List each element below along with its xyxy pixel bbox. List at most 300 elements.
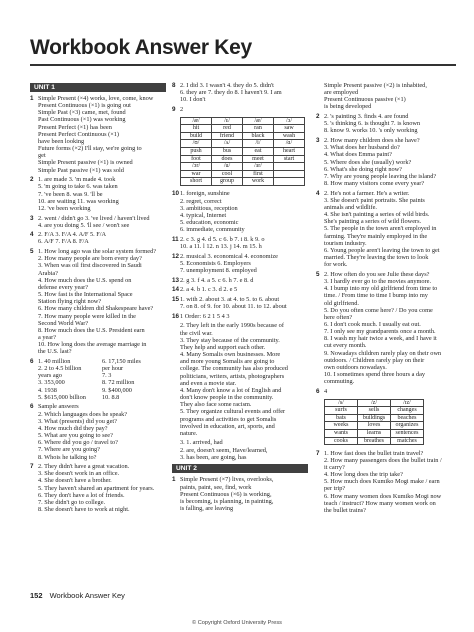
answer-line: 2. I did 3. I wasn't 4. they do 5. didn't — [180, 82, 274, 89]
answer-line: 2. are, doesn't seem, Have/learned, — [180, 446, 268, 454]
answer-line: 5. They organize cultural events and offer — [180, 408, 286, 416]
exercise — [316, 388, 458, 395]
exercise — [172, 296, 308, 310]
answer-line: 2. How many children does she have? — [324, 137, 420, 145]
table-cell: /æ/ — [243, 117, 274, 125]
answer-line: 2. They left in the early 1990s because of — [180, 322, 284, 330]
exercise-body — [324, 137, 458, 187]
exercise — [172, 190, 308, 233]
exercise — [172, 277, 308, 284]
answer-line: 3. When was oil first discovered in Saudi — [38, 262, 142, 270]
answer-line: 7. 've been 8. was 9. 'll be — [38, 190, 103, 198]
answer-line: 8. How much does the U.S. President earn — [38, 326, 145, 334]
answer-line: 6. What's she doing right now? — [324, 165, 402, 173]
answer-left: 3. 353,000 — [38, 379, 65, 387]
answer-line: 10. How long does the average marriage in — [38, 341, 147, 349]
exercise-number: 1 — [30, 95, 34, 102]
exercise-body — [180, 253, 308, 274]
table-cell — [274, 170, 305, 178]
answer-line: 4. She isn't painting a series of wild birds. — [324, 211, 430, 219]
table-cell: /u/ — [212, 163, 243, 171]
answer-line: 7. unemployment 8. employed — [180, 267, 257, 275]
answer-line: 1. How long ago was the solar system formed? — [38, 248, 157, 256]
table-cell: wants — [325, 429, 358, 437]
exercise — [172, 313, 308, 320]
answer-line: Station flying right now? — [38, 298, 102, 306]
copyright: © Copyright Oxford University Press — [192, 620, 282, 626]
answer-line: Simple Present passive (×2) is inhabited, — [324, 82, 427, 89]
answer-line: 8. She doesn't have to work at night. — [38, 506, 130, 514]
answer-line: 7. She didn't go to college. — [38, 498, 106, 506]
table-cell — [274, 178, 305, 186]
answer-line: 4. Many Somalis own businesses. More — [180, 351, 281, 359]
answer-line: involved in education, art, sports, and — [180, 422, 275, 430]
answer-line: Second World War? — [38, 319, 89, 327]
table-cell: wash — [274, 132, 305, 140]
table-cell: hit — [181, 125, 212, 133]
column-3 — [316, 82, 458, 517]
footer-label: Workbook Answer Key — [49, 591, 125, 600]
table-cell: ran — [243, 125, 274, 133]
unit-heading: UNIT 2 — [172, 464, 308, 473]
table-cell: learns — [358, 429, 391, 437]
answer-line: married. They're leaving the town to look — [324, 254, 429, 262]
spacer — [172, 113, 308, 116]
answer-line: tourism industry. — [324, 239, 367, 247]
table-cell: loves — [358, 422, 391, 430]
answer-line: 5. 'm going to take 6. was taken — [38, 183, 118, 191]
exercise-body — [324, 82, 458, 111]
exercise-body — [324, 113, 458, 134]
answer-pair — [38, 394, 166, 401]
answer-line: 1. foreign, sunshine — [180, 190, 230, 198]
answer-line: 5. How much does Kumiko Mogi make / earn — [324, 478, 440, 486]
answer-line: have been looking — [38, 137, 85, 145]
table-cell: organizes — [391, 422, 424, 430]
answer-line: 10. I sometimes spend three hours a day — [324, 371, 426, 379]
answer-line: 2. c 3. g 4. d 5. c 6. b 7. i 8. k 9. o — [180, 235, 265, 243]
exercise-number: 5 — [30, 248, 34, 256]
answer-line: it carry? — [324, 463, 345, 471]
table-cell: /ɛ/ — [212, 117, 243, 125]
exercise-body — [180, 277, 308, 284]
exercise — [172, 439, 308, 460]
answer-line: Arabia? — [38, 269, 58, 277]
spacer — [316, 514, 458, 517]
answer-line: 4. typical, Internet — [180, 211, 227, 219]
answer-line: 1. How fast does the bullet train travel? — [324, 449, 424, 457]
exercise-number: 3 — [30, 214, 34, 222]
column-1 — [30, 82, 166, 516]
exercise — [316, 137, 458, 187]
exercise-number: 6 — [30, 357, 34, 365]
table-cell: saw — [274, 125, 305, 133]
answer-line: 2. They didn't have a great vacation. — [38, 463, 130, 471]
answer-line: 4. I bump into my old girlfriend from time to — [324, 285, 438, 293]
answer-line: 5. They haven't shared an apartment for years. — [38, 484, 155, 492]
table-cell: bats — [325, 414, 358, 422]
exercise-number: 4 — [316, 189, 320, 197]
answer-line: 6. Where did you go / travel to? — [38, 439, 118, 447]
table-cell: weeks — [325, 422, 358, 430]
answer-line: She's painting a series of wild flowers. — [324, 218, 422, 226]
answer-line: 2. How many people are born every day? — [38, 255, 142, 263]
answer-line: outdoors. / Children rarely play on their — [324, 356, 425, 364]
answer-line: is becoming, is planning, in painting, — [180, 497, 274, 505]
table-cell: foot — [181, 155, 212, 163]
answer-line: paints, paint, see, find, work — [180, 483, 252, 491]
answer-line: 4 — [324, 387, 328, 395]
answer-line: nature. — [180, 429, 198, 437]
exercise-number: 13 — [172, 276, 180, 284]
exercise-number: 15 — [172, 296, 180, 303]
exercise-body — [180, 286, 308, 293]
exercise-body — [324, 388, 458, 395]
answer-left: 4. 1938 — [38, 386, 57, 394]
table-cell: changes — [391, 407, 424, 415]
answer-line: animals and wildlife. — [324, 204, 377, 211]
exercise-number: 16 — [172, 312, 180, 320]
table-cell: matches — [391, 437, 424, 445]
answer-line: Present Continuous (×6) is working, — [180, 490, 272, 498]
table-cell: group — [212, 178, 243, 186]
answer-line: 2. a 4. b 1. c 3. d 2. e 5 — [180, 286, 238, 294]
answer-line: 6. I don't cook much. I usually eat out. — [324, 321, 421, 328]
exercise-number: 3 — [316, 137, 320, 145]
answer-line: politicians, writers, artists, photographers — [180, 372, 285, 380]
exercise — [172, 82, 308, 103]
table-cell: surfs — [325, 407, 358, 415]
table-cell: black — [243, 132, 274, 140]
answer-line: 7. I only see my grandparents once a month. — [324, 328, 436, 336]
exercise-body — [180, 106, 308, 113]
exercise — [30, 95, 166, 174]
answer-line: 3. What does her husband do? — [324, 144, 400, 152]
table-cell: eat — [243, 148, 274, 156]
answer-line: 4. Many don't know a lot of English and — [180, 386, 282, 394]
answer-left: 5. $615,000 billion — [38, 393, 86, 401]
answer-line: 10. a 11. l 12. n 13. j 14. m 15. h — [180, 243, 262, 251]
exercise-number: 6 — [316, 387, 320, 395]
table-cell: build — [181, 132, 212, 140]
exercise-body — [180, 82, 308, 103]
answer-line: Present Continuous passive (×1) — [324, 96, 406, 104]
exercise — [316, 113, 458, 134]
exercise-body — [38, 215, 166, 229]
spacer — [172, 512, 308, 515]
answer-line: 3. ambitious, reception — [180, 204, 238, 212]
exercise — [172, 236, 308, 250]
exercise-number: 14 — [172, 286, 180, 294]
answer-line: own outdoors nowadays. — [324, 363, 387, 371]
exercise-number: 7 — [30, 463, 34, 471]
sound-table — [180, 117, 305, 186]
exercise — [172, 476, 308, 512]
answer-line: 4. are you doing 5. 'll see / won't see — [38, 221, 130, 229]
answer-line: and more young Somalis are going to — [180, 358, 275, 366]
table-cell: /ɔr/ — [181, 163, 212, 171]
answer-line: 2. F/A 3. F/A 4. A/F 5. F/A — [38, 231, 107, 239]
table-cell: /ɪz/ — [391, 399, 424, 407]
page-title: Workbook Answer Key — [30, 36, 252, 59]
answer-line: the U.S. last? — [38, 348, 72, 356]
answer-line: 2. How many passengers does the bullet train / — [324, 456, 442, 464]
table-cell: cooks — [325, 437, 358, 445]
answer-line: 4. How much did they pay? — [38, 424, 108, 432]
table-cell: buildings — [358, 414, 391, 422]
answer-line: 2. He's not a farmer. He's a writer. — [324, 189, 410, 197]
answer-line: are employed — [324, 89, 359, 97]
answer-right: 9. $400,000 — [102, 386, 132, 394]
exercise-body — [38, 248, 166, 355]
table-cell: /ʊ/ — [181, 140, 212, 148]
answer-line: 4. What does Emma paint? — [324, 151, 392, 159]
answer-line: Simple Present passive (×1) is owned — [38, 159, 133, 167]
table-cell: bus — [212, 148, 243, 156]
answer-line: programs and activities to get Somalis — [180, 415, 277, 423]
answer-line: 5. How fast is the International Space — [38, 291, 133, 299]
exercise-number: 4 — [30, 231, 34, 239]
answer-line: 2. regret, correct — [180, 197, 222, 205]
exercise-number — [172, 322, 180, 437]
exercise — [30, 215, 166, 229]
answer-line: teach / instruct? How many women work on — [324, 499, 436, 507]
spacer — [316, 395, 458, 398]
exercise-body — [38, 176, 166, 212]
answer-line: 8. I wash my hair twice a week, and I have it — [324, 335, 437, 343]
exercise-number: 10 — [172, 190, 180, 198]
table-cell: /z/ — [358, 399, 391, 407]
table-cell: /s/ — [325, 399, 358, 407]
answer-right: 10. 8.8 — [102, 393, 120, 401]
exercise-body — [180, 476, 308, 512]
answer-line: 6. immediate, community — [180, 226, 245, 234]
answer-left: 1. 40 million — [38, 357, 71, 365]
table-cell: beaches — [391, 414, 424, 422]
exercise — [172, 253, 308, 274]
answer-line: 8. know 9. works 10. 's only working — [324, 127, 418, 135]
exercise — [30, 463, 166, 513]
answer-line: 4. How long does the trip take? — [324, 471, 403, 479]
answer-pair — [38, 372, 166, 379]
unit-heading: UNIT 1 — [30, 83, 166, 92]
answer-line: the bullet trains? — [324, 506, 366, 514]
table-cell: breathes — [358, 437, 391, 445]
answer-line: 5. Where does she (usually) work? — [324, 158, 412, 166]
table-cell: /ɜr/ — [243, 163, 274, 171]
table-cell: short — [181, 178, 212, 186]
exercise-body — [324, 450, 458, 514]
exercise — [30, 358, 166, 401]
exercise — [30, 231, 166, 245]
answer-line: don't know people in the community. — [180, 394, 274, 402]
answer-line: Sample answers — [38, 403, 79, 411]
exercise-number: 2 — [316, 113, 320, 121]
exercise-number: 12 — [172, 252, 180, 260]
answer-line: is falling, are leaving — [180, 505, 234, 513]
answer-right: 7. 3 — [102, 372, 112, 380]
answer-line: per trip? — [324, 485, 346, 493]
answer-line: Simple Present (×4) works, love, come, know — [38, 95, 154, 102]
answer-line: 5. Economists 6. Employers — [180, 259, 251, 267]
answer-right: 8. 72 million — [102, 379, 135, 387]
answer-line: 1. are made 3. 'm made 4. took — [38, 176, 116, 184]
answer-line: 8. Whois he talking to? — [38, 453, 97, 461]
answer-line: 2. went / didn't go 3. 've lived / haven't lived — [38, 214, 150, 222]
exercise-number: 5 — [316, 270, 320, 278]
answer-line: Future forms (×2) I'll stay, we're going to — [38, 145, 142, 153]
exercise-body — [180, 313, 308, 320]
answer-line: the civil war. — [180, 329, 213, 337]
answer-line: 1. with 2. about 3. at 4. to 5. to 6. about — [180, 296, 280, 303]
table-cell: heart — [274, 148, 305, 156]
table-cell: start — [274, 155, 305, 163]
spacer — [30, 513, 166, 516]
exercise — [316, 450, 458, 514]
exercise-body — [180, 190, 308, 233]
answer-line: a year? — [38, 334, 56, 341]
exercise-body — [38, 403, 166, 460]
page-footer — [30, 591, 125, 600]
answer-line: 4. How much does the U.S. spend on — [38, 276, 132, 284]
answer-line: 3. What (presents) did you get? — [38, 417, 117, 425]
table-cell: friend — [212, 132, 243, 140]
exercise-body — [38, 95, 166, 174]
exercise-number — [172, 439, 180, 460]
answer-line: and even a movie star. — [180, 379, 237, 387]
table-cell: work — [243, 178, 274, 186]
answer-line: 6. They don't have a lot of friends. — [38, 491, 125, 499]
answer-line: 9. Nowadays children rarely play on their own — [324, 349, 442, 357]
table-cell: /ɔ/ — [274, 117, 305, 125]
answer-line: 5. education, economic — [180, 219, 239, 227]
table-cell: sells — [358, 407, 391, 415]
answer-line: 2. g 3. f 4. a 5. c 6. h 7. e 8. d — [180, 276, 254, 284]
answer-line: 2 — [180, 105, 184, 113]
answer-line: Present Perfect (×1) has been — [38, 123, 112, 131]
answer-line: commuting. — [324, 378, 355, 386]
exercise-number: 6 — [30, 403, 34, 411]
exercise-body — [324, 271, 458, 386]
answer-line: 5. The people in the town aren't employed in — [324, 225, 437, 233]
answer-line: 2. How often do you see Julie these days? — [324, 270, 430, 278]
answer-line: 6. How many women does Kumiko Mogi now — [324, 492, 442, 500]
answer-line: 12. 've been working — [38, 204, 91, 212]
exercise-body — [38, 231, 166, 245]
answer-right: per hour — [102, 365, 124, 373]
answer-pair — [38, 387, 166, 394]
table-cell: meet — [243, 155, 274, 163]
answer-line: 2. 's painting 3. finds 4. are found — [324, 113, 409, 121]
exercise-number — [316, 82, 324, 111]
answer-line: 4. She doesn't have a brother. — [38, 477, 112, 485]
exercise — [172, 322, 308, 437]
exercise-number: 9 — [172, 105, 176, 113]
exercise — [30, 248, 166, 355]
answer-line: 3. 1. arrived, had — [180, 439, 223, 447]
answer-line: cut every month. — [324, 342, 367, 350]
table-cell: /ʌ/ — [212, 140, 243, 148]
table-cell: war — [181, 170, 212, 178]
exercise — [30, 403, 166, 460]
answer-line: for work. — [324, 261, 348, 269]
table-cell — [274, 163, 305, 171]
answer-line: 5. What are you going to see? — [38, 432, 113, 440]
answer-line: 2. musical 3. economical 4. economize — [180, 252, 278, 260]
answer-line: Present Continuous (×1) is going out — [38, 102, 131, 110]
exercise-number: 11 — [172, 235, 179, 243]
answer-line: 5. 's thinking 6. is thought 7. is known — [324, 120, 421, 128]
exercise — [316, 82, 458, 111]
answer-line: old girlfriend. — [324, 299, 359, 307]
exercise-body — [324, 190, 458, 269]
answer-line: 5. Do you often come here? / Do you come — [324, 306, 433, 314]
answer-line: 3. She doesn't work in an office. — [38, 470, 120, 478]
answer-pair — [38, 379, 166, 386]
answer-line: 6. How many children did Shakespeare have? — [38, 305, 154, 313]
answer-pair — [38, 358, 166, 365]
answer-line: They also face some racism. — [180, 401, 252, 409]
answer-line: 10. are waiting 11. was working — [38, 197, 119, 205]
table-cell: sentences — [391, 429, 424, 437]
exercise — [172, 106, 308, 113]
answer-line: 7. How many people were killed in the — [38, 312, 136, 320]
table-cell: push — [181, 148, 212, 156]
answer-line: 3. has been, are going, has — [180, 453, 247, 461]
exercise-number: 1 — [172, 476, 176, 484]
exercise-body — [180, 322, 308, 437]
answer-line: Past Continuous (×1) was working — [38, 116, 126, 124]
answer-line: Simple Past (×3) came, met, found — [38, 109, 126, 117]
exercise-body — [180, 236, 308, 250]
answer-line: 7. on 8. of 9. for 10. about 11. to 12. about — [180, 303, 287, 311]
answer-line: 7. Where are you going? — [38, 446, 100, 454]
answer-line: 6. Young people aren't leaving the town to get — [324, 246, 440, 254]
answer-line: 3. I hardly ever go to the movies anymore. — [324, 278, 432, 286]
answer-line: Simple Present (×7) lives, overlooks, — [180, 476, 274, 484]
table-cell: /i/ — [243, 140, 274, 148]
table-cell: does — [212, 155, 243, 163]
page-number: 152 — [30, 591, 43, 600]
table-cell: red — [212, 125, 243, 133]
exercise-body — [38, 463, 166, 513]
exercise-number: 2 — [30, 176, 34, 184]
answer-right: 6. 17,150 miles — [102, 357, 141, 365]
table-cell: /æ/ — [181, 117, 212, 125]
answer-line: Present Perfect Continuous (×1) — [38, 130, 120, 138]
exercise-number: 7 — [316, 449, 320, 457]
table-cell: cool — [212, 170, 243, 178]
answer-left: years ago — [38, 372, 62, 380]
answer-pair — [38, 365, 166, 372]
exercise-body — [38, 358, 166, 401]
answer-line: 8. How many visitors come every year? — [324, 180, 425, 188]
exercise-body — [180, 296, 308, 310]
exercise — [30, 176, 166, 212]
exercise — [316, 271, 458, 386]
answer-line: 1 Order: 6 2 1 5 4 3 — [180, 312, 230, 320]
answer-line: defense every year? — [38, 283, 88, 291]
column-2 — [172, 82, 308, 515]
answer-line: college. The community has also produced — [180, 365, 288, 373]
answer-line: time. / From time to time I bump into my — [324, 292, 428, 300]
answer-line: get — [38, 152, 46, 160]
answer-line: 3. She doesn't paint portraits. She paints — [324, 196, 425, 204]
table-cell: /ɑ/ — [274, 140, 305, 148]
exercise-body — [180, 439, 308, 460]
answer-line: here often? — [324, 313, 353, 321]
table-cell: first — [243, 170, 274, 178]
